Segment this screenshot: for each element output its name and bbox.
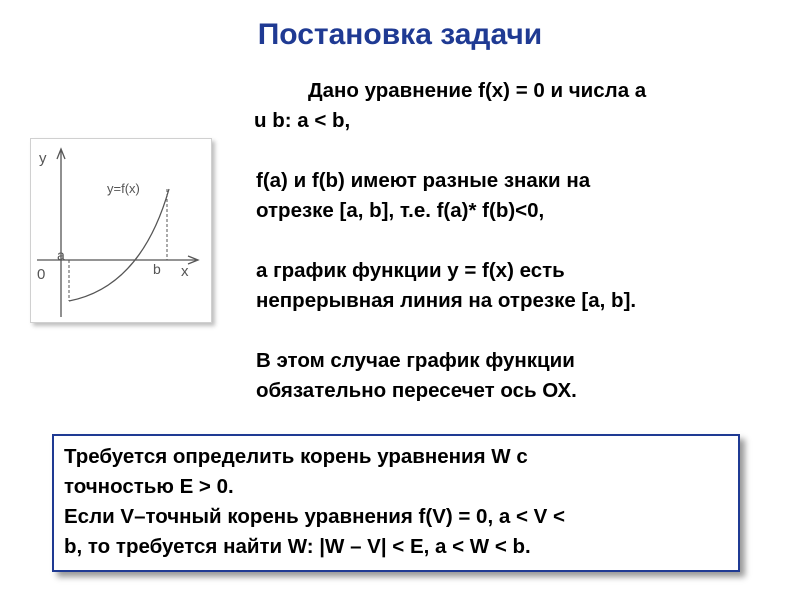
requirement-text: Если V–точный корень уравнения f(V) = 0, a < V < [64, 505, 565, 528]
bullet-text: Дано уравнение f(x) = 0 и числа a [308, 79, 647, 102]
function-graph-figure [30, 138, 212, 323]
requirement-text: b, то требуется найти W: |W – V| < E, a < W < b. [64, 535, 531, 558]
slide-title: Постановка задачи [257, 18, 543, 51]
requirement-text: Требуется определить корень уравнения W с [64, 445, 528, 468]
origin-label: 0 [37, 266, 46, 283]
x-axis-label: x [181, 263, 189, 280]
bullet-list [232, 76, 792, 436]
bullet-item [232, 166, 792, 226]
curve-label: y=f(x) [107, 181, 140, 196]
requirement-box [52, 434, 740, 572]
bullet-text: отрезке [a, b], т.е. f(a)* f(b)<0, [256, 199, 545, 222]
bullet-item [232, 76, 792, 136]
bullet-text: f(a) и f(b) имеют разные знаки на [256, 169, 591, 192]
a-label: a [57, 247, 65, 263]
bullet-text: а график функции y = f(x) есть [256, 259, 565, 282]
bullet-text: В этом случае график функции [256, 349, 575, 372]
function-curve [69, 189, 169, 301]
bullet-item [232, 346, 792, 406]
bullet-text: u b: a < b, [254, 109, 351, 132]
graph-svg [31, 139, 211, 322]
y-axis-label: y [39, 150, 47, 167]
b-label: b [153, 261, 161, 277]
requirement-text: точностью E > 0. [64, 475, 234, 498]
bullet-text: обязательно пересечет ось ОХ. [256, 379, 577, 402]
bullet-text: непрерывная линия на отрезке [a, b]. [256, 289, 637, 312]
bullet-item [232, 256, 792, 316]
